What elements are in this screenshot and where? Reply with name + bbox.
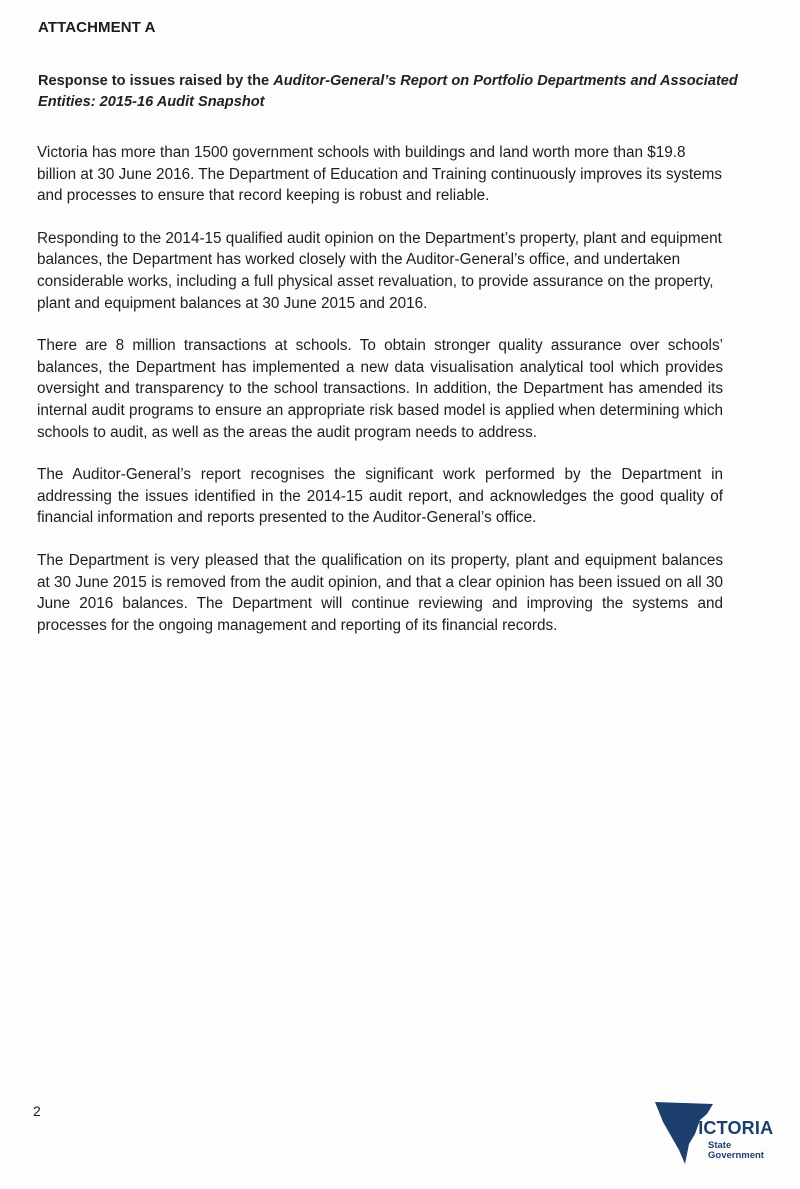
report-title: Auditor-General’s Report on Portfolio Departments and Associated Entities: 2015-16 Audit Snapshot xyxy=(38,73,738,110)
paragraph-qualification-removed: The Department is very pleased that the qualification on its property, plant and equipment balances at 30 June 2015 is removed from the audit opinion, and that a clear opinion has been issued on all 30 June 2016 balances. The Department will continue reviewing and improving the systems and processes for the ongoing management and reporting of its financial records. xyxy=(37,551,723,634)
paragraph-qualified-opinion-response: Responding to the 2014-15 qualified audit opinion on the Department’s property, plant and equipment balances, the Department has worked closely with the Auditor-General’s office, and undertaken considerable works, including a full physical asset revaluation, to provide assurance on the property, plant and equipment balances at 30 June 2015 and 2016. xyxy=(37,229,722,312)
victoria-state-government-logo xyxy=(655,1100,775,1170)
logo-state-text: State xyxy=(708,1140,732,1151)
heading-prefix: Response to issues raised by the xyxy=(38,73,274,89)
logo-government-text: Government xyxy=(708,1150,764,1161)
document-body xyxy=(37,142,723,657)
document-heading xyxy=(38,71,738,113)
page-number: 2 xyxy=(33,1103,41,1119)
attachment-label: ATTACHMENT A xyxy=(38,19,156,36)
paragraph-school-transactions: There are 8 million transactions at schools. To obtain stronger quality assurance over schools’ balances, the Department has implemented a new data visualisation analytical tool which provides oversight and transparency to the school transactions. In addition, the Department has amended its internal audit programs to ensure an appropriate risk based model is applied when determining which schools to audit, as well as the areas the audit program needs to address. xyxy=(37,337,723,441)
paragraph-report-recognition: The Auditor-General’s report recognises the significant work performed by the Department in addressing the issues identified in the 2014-15 audit report, and acknowledges the good quality of financial information and reports presented to the Auditor-General’s office. xyxy=(37,466,723,527)
paragraph-schools-overview: Victoria has more than 1500 government schools with buildings and land worth more than $19.8 billion at 30 June 2016. The Department of Education and Training continuously improves its systems and processes to ensure that record keeping is robust and reliable. xyxy=(37,144,723,205)
logo-wordmark: VICTORIA xyxy=(686,1118,774,1138)
